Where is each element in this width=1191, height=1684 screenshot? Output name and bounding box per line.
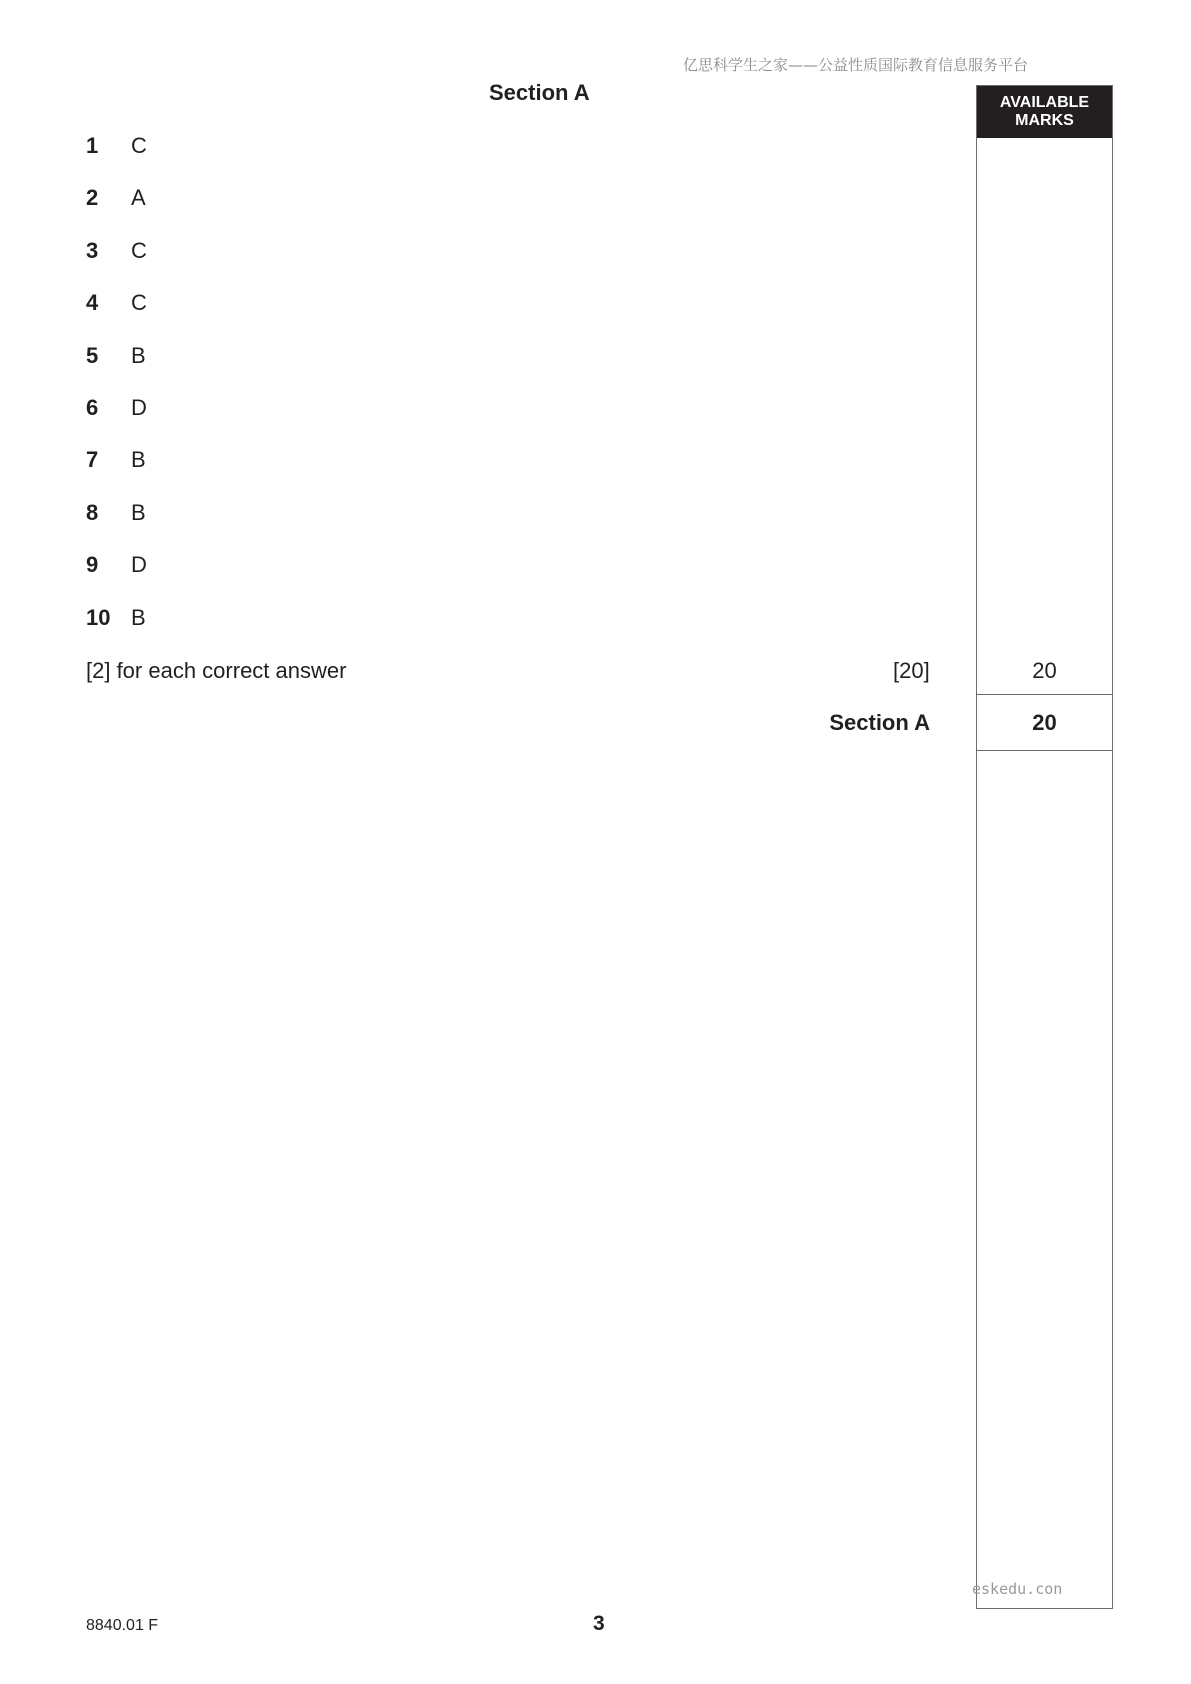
answer-row	[86, 444, 147, 496]
answer-row	[86, 392, 147, 444]
question-number: 7	[86, 447, 99, 473]
answer-letter: B	[131, 342, 146, 368]
bracket-marks: [20]	[893, 658, 930, 683]
watermark-bottom: eskedu.con	[972, 1580, 1063, 1598]
section-title: Section A	[489, 80, 590, 105]
question-number: 5	[86, 342, 99, 368]
answer-list	[86, 130, 147, 654]
answer-row	[86, 182, 147, 234]
section-total-value: 20	[1032, 710, 1057, 735]
page-number: 3	[593, 1612, 605, 1635]
question-number: 10	[86, 604, 111, 630]
section-total-label: Section A	[829, 710, 930, 735]
answer-row	[86, 549, 147, 601]
available-marks-header	[977, 86, 1112, 138]
answer-letter: B	[131, 604, 146, 630]
answer-letter: B	[131, 499, 146, 525]
answer-letter: D	[131, 552, 147, 578]
answer-letter: B	[131, 447, 146, 473]
question-number: 9	[86, 552, 99, 578]
watermark-top: 亿思科学生之家——公益性质国际教育信息服务平台	[683, 56, 1029, 74]
answer-row	[86, 602, 147, 654]
answer-letter: C	[131, 290, 147, 316]
question-number: 1	[86, 133, 99, 158]
question-number: 3	[86, 237, 99, 263]
available-marks-header-line1: AVAILABLE	[999, 94, 1090, 111]
answer-letter: D	[131, 394, 147, 420]
question-number: 2	[86, 185, 99, 211]
answer-row	[86, 497, 147, 549]
question-number: 4	[86, 290, 99, 316]
answer-row	[86, 235, 147, 287]
marks-divider-subtotal	[976, 694, 1113, 695]
scoring-instruction: [2] for each correct answer	[86, 658, 347, 683]
answer-letter: A	[131, 185, 146, 211]
answer-letter: C	[131, 237, 147, 263]
question-number: 6	[86, 394, 99, 420]
question-number: 8	[86, 499, 99, 525]
available-marks-header-line2: MARKS	[1015, 112, 1074, 129]
answer-row	[86, 287, 147, 339]
answer-row	[86, 130, 147, 182]
marks-divider-total	[976, 750, 1113, 751]
available-marks-column	[976, 85, 1113, 1609]
answer-letter: C	[131, 133, 147, 158]
paper-code: 8840.01 F	[86, 1617, 159, 1634]
available-marks-value: 20	[1032, 658, 1057, 683]
answer-row	[86, 340, 147, 392]
